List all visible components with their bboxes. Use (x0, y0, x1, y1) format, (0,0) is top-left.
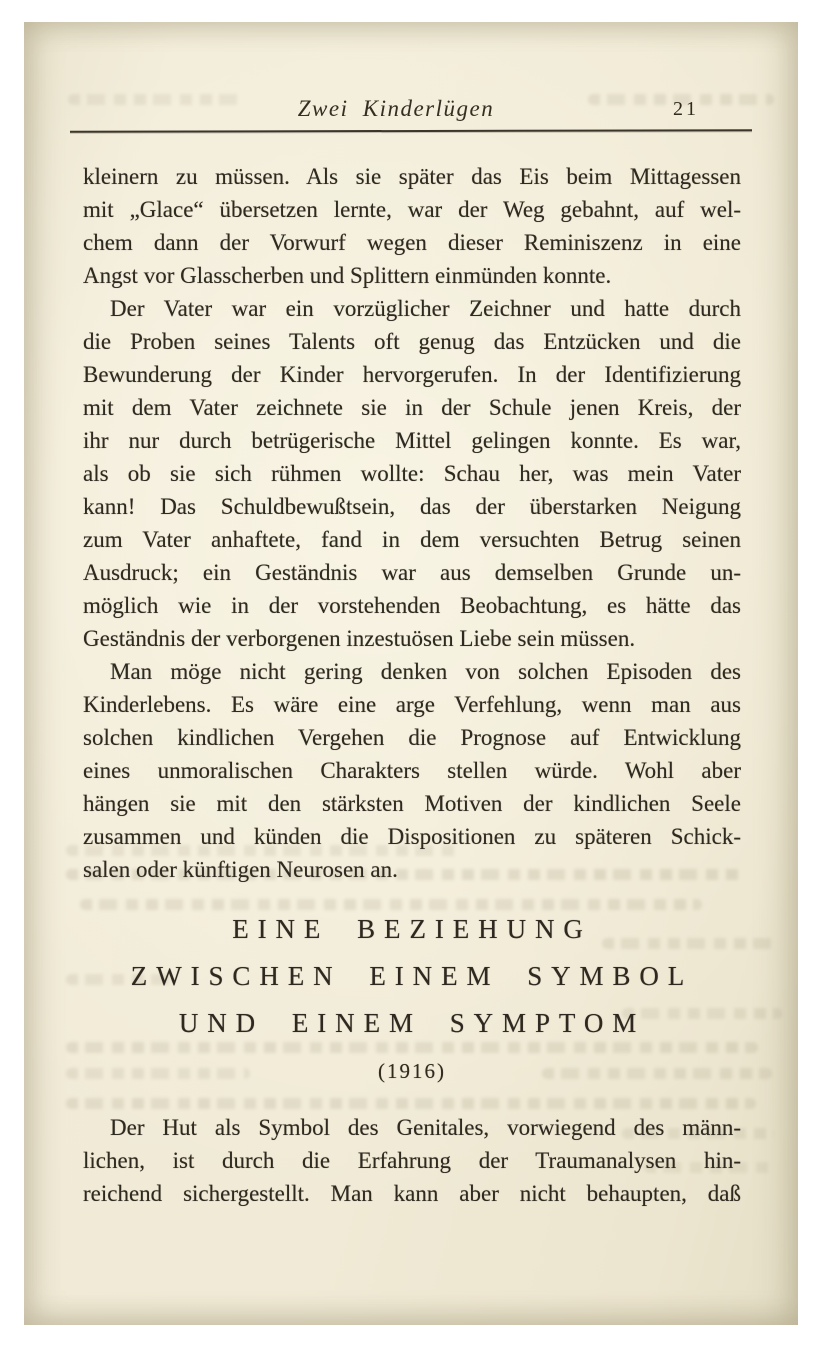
running-header (83, 22, 741, 126)
section-title (83, 906, 741, 1047)
text-line: chem dann der Vorwurf wegen dieser Reminiszenz in eine (83, 230, 741, 255)
page-number: 21 (673, 98, 699, 120)
text-line: lichen, ist durch die Erfahrung der Traumanalysen hin- (83, 1148, 741, 1173)
text-line: solchen kindlichen Vergehen die Prognose auf Entwicklung (83, 725, 741, 750)
section-title-line: EINE BEZIEHUNG (232, 914, 592, 944)
text-line: Bewunderung der Kinder hervorgerufen. In der Identifizierung (83, 362, 741, 387)
header-rule (70, 129, 752, 132)
text-line: Der Vater war ein vorzüglicher Zeichner und hatte durch (110, 296, 741, 321)
text-line: hängen sie mit den stärksten Motiven der kindlichen Seele (83, 791, 741, 816)
page-sheet (24, 22, 798, 1325)
section-title-line: UND EINEM SYMPTOM (178, 1008, 646, 1038)
section-year: (1916) (378, 1059, 446, 1083)
paragraph (83, 655, 741, 886)
text-line: die Proben seines Talents oft genug das Entzücken und die (83, 329, 741, 354)
text-line: mit dem Vater zeichnete sie in der Schule jenen Kreis, der (83, 395, 741, 420)
text-line: Man möge nicht gering denken von solchen Episoden des (110, 659, 741, 684)
text-line: Angst vor Glasscherben und Splittern einmünden konnte. (83, 263, 612, 288)
text-line: Ausdruck; ein Geständnis war aus demselben Grunde un- (83, 560, 741, 585)
text-line: zum Vater anhaftete, fand in dem versuchten Betrug seinen (83, 527, 741, 552)
paragraph (83, 1111, 741, 1210)
text-line: kleinern zu müssen. Als sie später das Eis beim Mittagessen (83, 164, 741, 189)
text-line: Kinderlebens. Es wäre eine arge Verfehlung, wenn man aus (83, 692, 741, 717)
text-line: eines unmoralischen Charakters stellen würde. Wohl aber (83, 758, 741, 783)
text-line: möglich wie in der vorstehenden Beobachtung, es hätte das (83, 593, 741, 618)
text-line: ihr nur durch betrügerische Mittel gelingen konnte. Es war, (83, 428, 741, 453)
text-line: Geständnis der verborgenen inzestuösen Liebe sein müssen. (83, 626, 636, 651)
text-line: Der Hut als Symbol des Genitales, vorwiegend des männ- (110, 1115, 741, 1140)
text-line: zusammen und künden die Dispositionen zu späteren Schick- (83, 824, 741, 849)
text-line: als ob sie sich rühmen wollte: Schau her, was mein Vater (83, 461, 741, 486)
text-line: reichend sichergestellt. Man kann aber nicht behaupten, daß (83, 1181, 741, 1206)
paragraph-continuation (83, 160, 741, 292)
text-line: kann! Das Schuldbewußtsein, das der überstarken Neigung (83, 494, 741, 519)
running-title: Zwei Kinderlügen (297, 96, 495, 121)
text-line: mit „Glace“ übersetzen lernte, war der Weg gebahnt, auf wel- (83, 197, 741, 222)
text-line: salen oder künftigen Neurosen an. (83, 857, 398, 882)
paragraph (83, 292, 741, 655)
section-title-line: ZWISCHEN EINEM SYMBOL (130, 961, 694, 991)
body-text (83, 160, 741, 1210)
text-column (83, 22, 741, 1210)
